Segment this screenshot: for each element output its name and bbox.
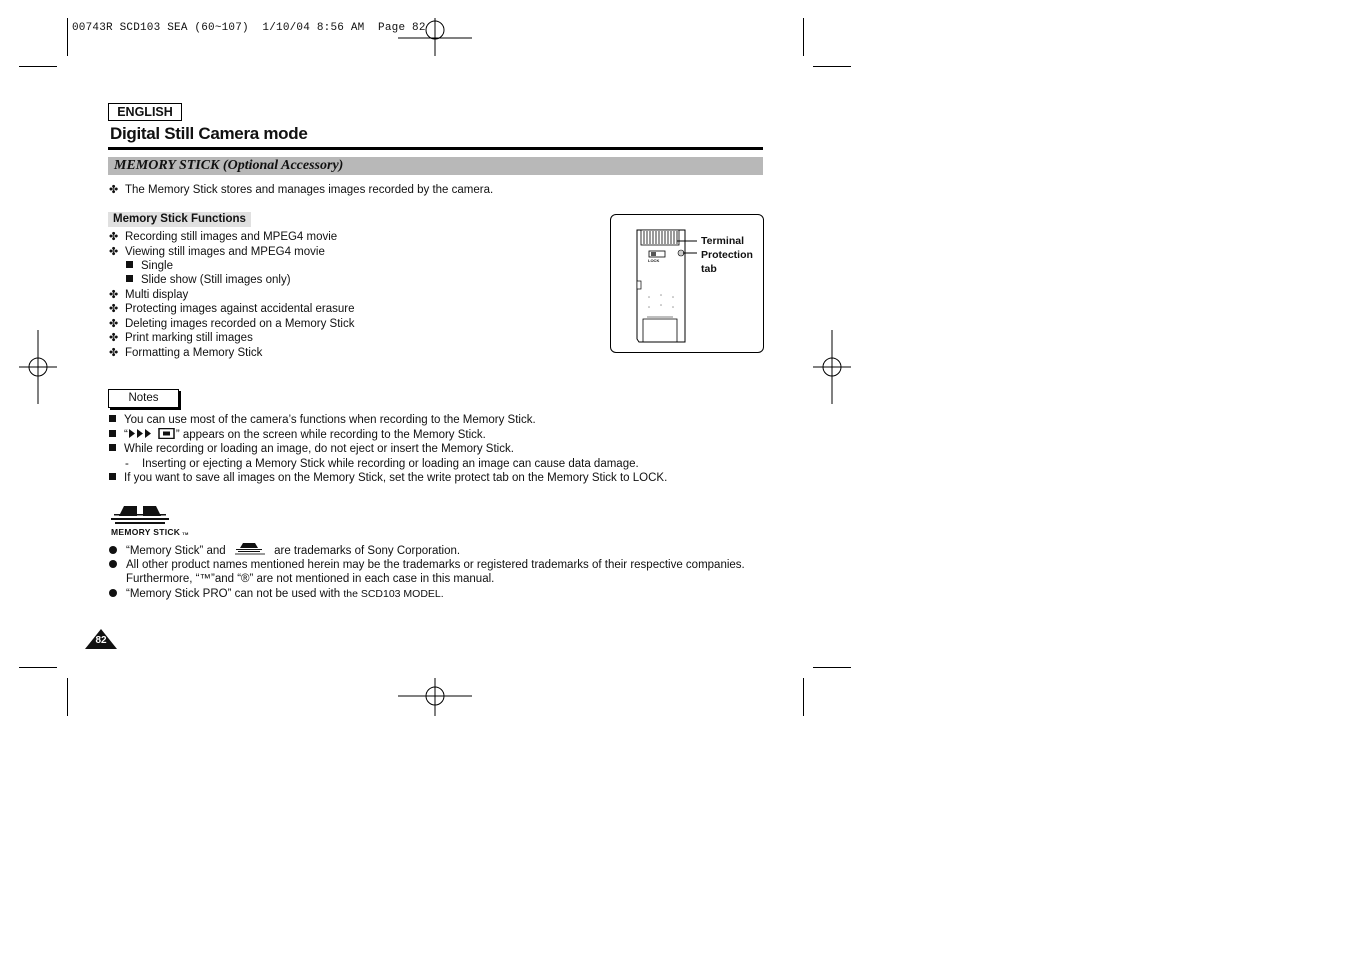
page-number: 82	[95, 635, 107, 646]
page-title: Digital Still Camera mode	[110, 124, 308, 143]
cross-bullet-icon: ✤	[109, 246, 119, 258]
list-item: ✤ Formatting a Memory Stick	[109, 347, 263, 359]
list-item: Slide show (Still images only)	[126, 273, 291, 287]
note-item: You can use most of the camera’s functions when recording to the Memory Stick.	[109, 413, 536, 427]
list-item: ✤ Recording still images and MPEG4 movie	[109, 231, 338, 243]
logo-text: MEMORY STICK	[111, 527, 181, 537]
trademark-item: “Memory Stick” and are trademarks of Sony Corporation.	[109, 543, 460, 558]
memory-stick-logo-icon	[110, 504, 170, 526]
memory-stick-diagram	[610, 214, 764, 353]
section-header	[108, 157, 763, 175]
note-item: “ ” appears on the screen while recording to the Memory Stick.	[109, 428, 486, 442]
note-item: If you want to save all images on the Memory Stick, set the write protect tab on the Memory Stick to LOCK.	[109, 471, 667, 485]
list-item: ✤ Print marking still images	[109, 332, 253, 344]
section-title: MEMORY STICK (Optional Accessory)	[114, 158, 344, 173]
recording-indicator-icon	[128, 428, 176, 439]
cross-bullet-icon: ✤	[109, 289, 119, 301]
trademark-item: All other product names mentioned herein may be the trademarks or registered trademarks of their respective companies.	[109, 558, 745, 572]
round-bullet-icon	[109, 560, 117, 568]
logo-tm: TM	[182, 531, 189, 536]
cross-bullet-icon: ✤	[109, 318, 119, 330]
note-subitem: - Inserting or ejecting a Memory Stick while recording or loading an image can cause data damage.	[125, 458, 639, 470]
memory-stick-small-logo-icon	[233, 543, 267, 556]
square-bullet-icon	[126, 261, 133, 268]
cross-bullet-icon: ✤	[109, 332, 119, 344]
list-item: ✤ Multi display	[109, 289, 189, 301]
round-bullet-icon	[109, 546, 117, 554]
intro-paragraph: ✤ The Memory Stick stores and manages images recorded by the camera.	[109, 184, 494, 196]
note-item: While recording or loading an image, do not eject or insert the Memory Stick.	[109, 442, 514, 456]
square-bullet-icon	[109, 415, 116, 422]
cross-bullet-icon: ✤	[109, 184, 119, 196]
print-header: 00743R SCD103 SEA (60~107) 1/10/04 8:56 AM Page 82	[72, 22, 426, 34]
memory-stick-logo	[110, 504, 190, 540]
notes-label: Notes	[108, 389, 179, 408]
terminal-label: Terminal	[701, 235, 744, 247]
square-bullet-icon	[109, 430, 116, 437]
square-bullet-icon	[109, 473, 116, 480]
trademark-note: Furthermore, “™”and “®” are not mentioned in each case in this manual.	[126, 573, 495, 585]
list-item: Single	[126, 259, 173, 273]
language-badge: ENGLISH	[108, 103, 182, 121]
cross-bullet-icon: ✤	[109, 303, 119, 315]
cross-bullet-icon: ✤	[109, 231, 119, 243]
square-bullet-icon	[126, 275, 133, 282]
protection-label: Protection	[701, 249, 753, 261]
list-item: ✤ Protecting images against accidental erasure	[109, 303, 355, 315]
functions-heading: Memory Stick Functions	[108, 212, 251, 227]
lock-label: LOCK	[648, 258, 660, 263]
trademark-item: “Memory Stick PRO” can not be used with the SCD103 MODEL.	[109, 587, 444, 601]
title-divider	[108, 147, 763, 150]
round-bullet-icon	[109, 589, 117, 597]
list-item: ✤ Deleting images recorded on a Memory Stick	[109, 318, 355, 330]
tab-label: tab	[701, 263, 717, 275]
list-item: ✤ Viewing still images and MPEG4 movie	[109, 246, 325, 258]
square-bullet-icon	[109, 444, 116, 451]
cross-bullet-icon: ✤	[109, 347, 119, 359]
